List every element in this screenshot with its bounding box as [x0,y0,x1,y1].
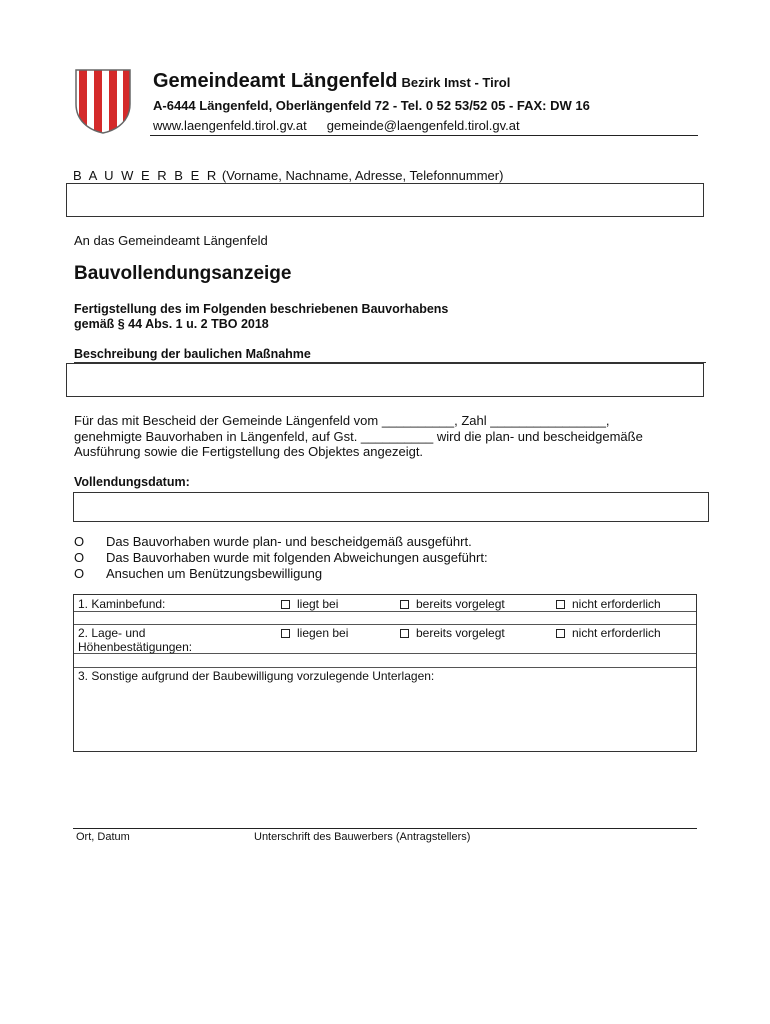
row-1-option-submitted[interactable]: bereits vorgelegt [400,597,505,611]
subtitle-line-2: gemäß § 44 Abs. 1 u. 2 TBO 2018 [74,317,269,331]
row-2-label-line-2: Höhenbestätigungen: [78,640,193,654]
option-label: Das Bauvorhaben wurde mit folgenden Abweichungen ausgeführt: [106,550,488,565]
district-label: Bezirk Imst - Tirol [401,75,511,90]
signature-line [73,828,697,829]
table-row-divider [74,667,696,668]
description-label: Beschreibung der baulichen Maßnahme [74,347,311,361]
option-label: Das Bauvorhaben wurde plan- und bescheidgemäß ausgeführt. [106,534,472,549]
subtitle-line-1: Fertigstellung des im Folgenden beschriebenen Bauvorhabens [74,302,449,316]
table-row-divider [74,611,696,612]
option-as-planned[interactable] [74,534,472,549]
municipality-name: Gemeindeamt Längenfeld [153,70,398,92]
applicant-heading: B A U W E R B E R [73,168,219,183]
description-field[interactable] [66,363,704,397]
applicant-label [73,168,503,183]
radio-marker[interactable]: O [74,534,85,549]
radio-marker[interactable]: O [74,566,85,581]
option-occupancy-permit[interactable] [74,566,322,581]
addressee: An das Gemeindeamt Längenfeld [74,233,268,248]
contact-address: A-6444 Längenfeld, Oberlängenfeld 72 - Tel. 0 52 53/52 05 - FAX: DW 16 [153,98,590,113]
completion-date-label: Vollendungsdatum: [74,475,190,489]
document-title: Bauvollendungsanzeige [74,263,292,284]
municipality-title [153,70,510,93]
signature-label: Unterschrift des Bauwerbers (Antragstellers) [254,831,471,843]
row-2-label-line-1: 2. Lage- und [78,626,146,640]
checkbox[interactable] [400,629,409,638]
applicant-hint: (Vorname, Nachname, Adresse, Telefonnummer) [221,168,504,183]
row-2-option-submitted[interactable]: bereits vorgelegt [400,626,505,640]
website-link[interactable]: www.laengenfeld.tirol.gv.at [153,118,307,133]
completion-date-field[interactable] [73,492,709,522]
row-1-option-attached[interactable]: liegt bei [281,597,338,611]
row-2-option-not-required[interactable]: nicht erforderlich [556,626,661,640]
checkbox[interactable] [400,600,409,609]
checkbox[interactable] [281,629,290,638]
row-1-option-not-required[interactable]: nicht erforderlich [556,597,661,611]
radio-marker[interactable]: O [74,550,85,565]
checkbox[interactable] [281,600,290,609]
option-label: Ansuchen um Benützungsbewilligung [106,566,323,581]
place-date-label: Ort, Datum [76,831,130,843]
coat-of-arms-logo [74,68,132,134]
applicant-field[interactable] [66,183,704,217]
option-with-deviations[interactable] [74,550,488,565]
checkbox[interactable] [556,629,565,638]
contact-web [153,118,520,133]
documents-table [73,594,697,752]
row-2-option-attached[interactable]: liegen bei [281,626,348,640]
paragraph-line-2: genehmigte Bauvorhaben in Längenfeld, auf Gst. __________ wird die plan- und bescheidgemäße [74,428,643,444]
email-link[interactable]: gemeinde@laengenfeld.tirol.gv.at [326,118,520,133]
paragraph-line-3: Ausführung sowie die Fertigstellung des Objektes angezeigt. [74,444,424,459]
row-3-label: 3. Sonstige aufgrund der Baubewilligung vorzulegende Unterlagen: [78,669,435,683]
row-1-label: 1. Kaminbefund: [78,597,166,611]
header-divider [150,135,698,136]
declaration-paragraph [74,413,698,460]
other-documents-field[interactable] [75,683,695,749]
table-row-divider [74,624,696,625]
checkbox[interactable] [556,600,565,609]
paragraph-line-1: Für das mit Bescheid der Gemeinde Längenfeld vom __________, Zahl ________________, [74,413,610,428]
